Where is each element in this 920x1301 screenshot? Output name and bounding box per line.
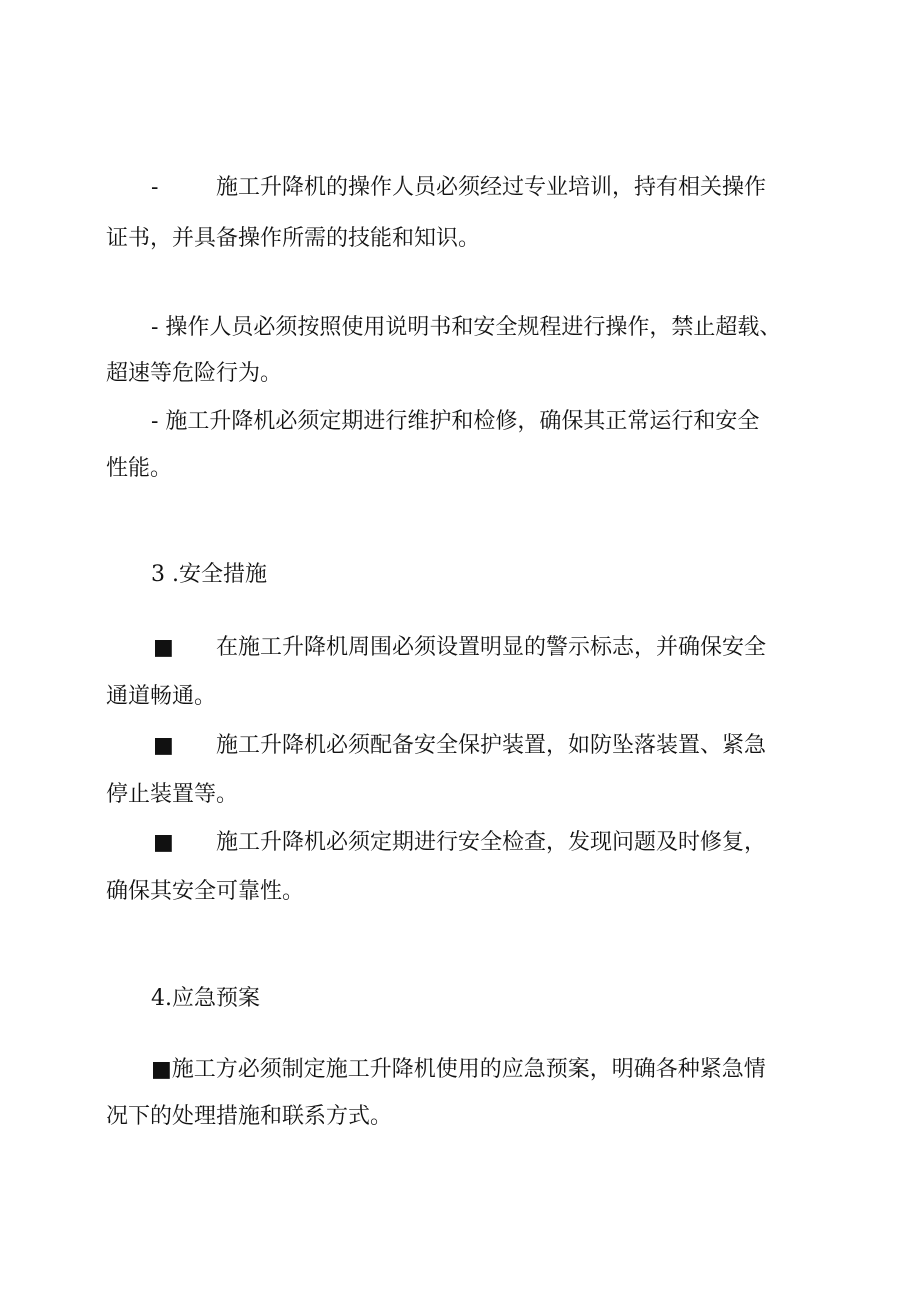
dash-marker: -: [151, 175, 159, 200]
list-item-line: - 施工升降机必须定期进行维护和检修，确保其正常运行和安全: [151, 409, 760, 434]
list-item-line: 在施工升降机周围必须设置明显的警示标志，并确保安全: [216, 635, 767, 660]
section-heading: 4.应急预案: [151, 986, 260, 1011]
list-item-line: 证书，并具备操作所需的技能和知识。: [106, 226, 481, 251]
section-heading: 3 .安全措施: [151, 562, 267, 587]
list-item-line: 况下的处理措施和联系方式。: [106, 1104, 393, 1129]
list-item-line: 施工升降机的操作人员必须经过专业培训，持有相关操作: [216, 175, 767, 200]
square-bullet-icon: ■: [153, 733, 174, 758]
list-item-line: ■施工方必须制定施工升降机使用的应急预案，明确各种紧急情: [151, 1057, 766, 1082]
list-item-line: 通道畅通。: [106, 684, 217, 709]
square-bullet-icon: ■: [153, 635, 174, 660]
list-item-line: 超速等危险行为。: [106, 361, 283, 386]
list-item-line: 确保其安全可靠性。: [106, 879, 305, 904]
square-bullet-icon: ■: [153, 830, 174, 855]
list-item-line: 施工升降机必须定期进行安全检查，发现问题及时修复，: [216, 830, 767, 855]
list-item-line: 施工升降机必须配备安全保护装置，如防坠落装置、紧急: [216, 733, 767, 758]
list-item-line: 性能。: [106, 456, 173, 481]
list-item-line: 停止装置等。: [106, 782, 239, 807]
list-item-line: - 操作人员必须按照使用说明书和安全规程进行操作，禁止超载、: [151, 315, 782, 340]
